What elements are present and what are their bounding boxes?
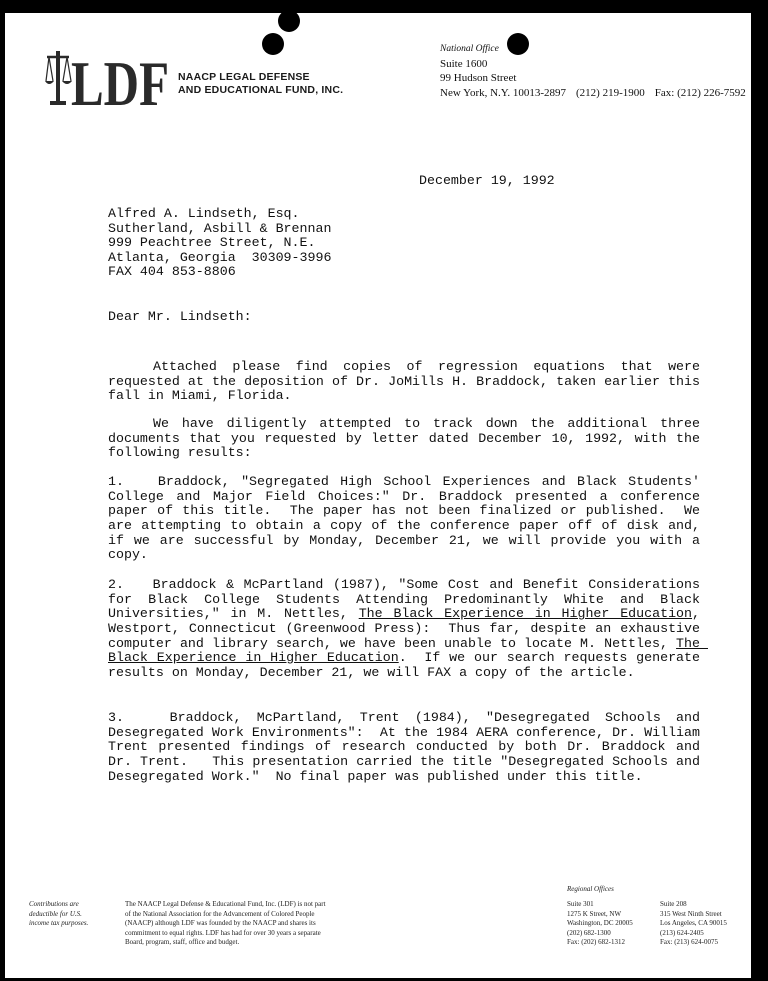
- book-title: The Black Experience in Higher Education: [358, 606, 693, 622]
- punch-hole: [262, 33, 284, 55]
- punch-hole: [278, 10, 300, 32]
- list-item-1: 1. Braddock, "Segregated High School Experiences and Black Students' College and Major Field Choices:" Dr. Braddock presented a conference paper of this title. The paper has not been finalized or published. We are attempting to obtain a copy of the conference paper off of disk and, if we are successful by Monday, December 21, we will provide you with a copy.: [108, 474, 708, 563]
- regional-offices-label: Regional Offices: [567, 885, 614, 893]
- salutation: Dear Mr. Lindseth:: [108, 309, 252, 324]
- paragraph-2: We have diligently attempted to track down the additional three documents that you requested by letter dated December 10, 1992, with the following results:: [108, 416, 700, 461]
- tax-deductible-note: Contributions are deductible for U.S. income tax purposes.: [29, 900, 89, 928]
- regional-office-la: Suite 208 315 West Ninth Street Los Angeles, CA 90015 (213) 624-2405 Fax: (213) 624-0075: [660, 900, 727, 947]
- organization-name: NAACP LEGAL DEFENSE AND EDUCATIONAL FUND, INC.: [178, 71, 344, 96]
- svg-text:LDF: LDF: [71, 48, 169, 119]
- recipient-address: Alfred A. Lindseth, Esq. Sutherland, Asbill & Brennan 999 Peachtree Street, N.E. Atlanta, Georgia 30309-3996 FAX 404 853-8806: [108, 206, 332, 280]
- list-item-3: 3. Braddock, McPartland, Trent (1984), "Desegregated Schools and Desegregated Work Environments": At the 1984 AERA conference, Dr. William Trent presented findings of research conducted by both Dr. Braddock and Dr. Trent. This presentation carried the title "Desegregated Schools and Desegregated Work." No final paper was published under this title.: [108, 710, 708, 784]
- book-title: The Black Experience in Higher Education: [108, 635, 708, 666]
- ldf-logo: [45, 45, 170, 119]
- letter-date: December 19, 1992: [419, 173, 555, 188]
- regional-office-dc: Suite 301 1275 K Street, NW Washington, DC 20005 (202) 682-1300 Fax: (202) 682-1312: [567, 900, 633, 947]
- ldf-disclaimer: The NAACP Legal Defense & Educational Fund, Inc. (LDF) is not part of the National Association for the Advancement of Colored People (NAACP) although LDF was founded by the NAACP and shares its commitment to equal rights. LDF has had for over 30 years a separate Board, program, staff, office and budget.: [125, 900, 326, 947]
- national-office-address: National Office Suite 1600 99 Hudson Street New York, N.Y. 10013-2897 (212) 219-1900 Fax: (212) 226-7592: [440, 44, 746, 99]
- letter-page: [5, 13, 751, 978]
- paragraph-1: Attached please find copies of regression equations that were requested at the deposition of Dr. JoMills H. Braddock, taken earlier this fall in Miami, Florida.: [108, 359, 700, 404]
- list-item-2: 2. Braddock & McPartland (1987), "Some Cost and Benefit Considerations for Black College Students Attending Predominantly White and Black Universities," in M. Nettles, The Black Experience in Higher Education, Westport, Connecticut (Greenwood Press): Thus far, despite an exhaustive computer and library search, we have been unable to locate M. Nettles, The Black Experience in Higher Education. If we our search requests generate results on Monday, December 21, we will FAX a copy of the article.: [108, 577, 708, 680]
